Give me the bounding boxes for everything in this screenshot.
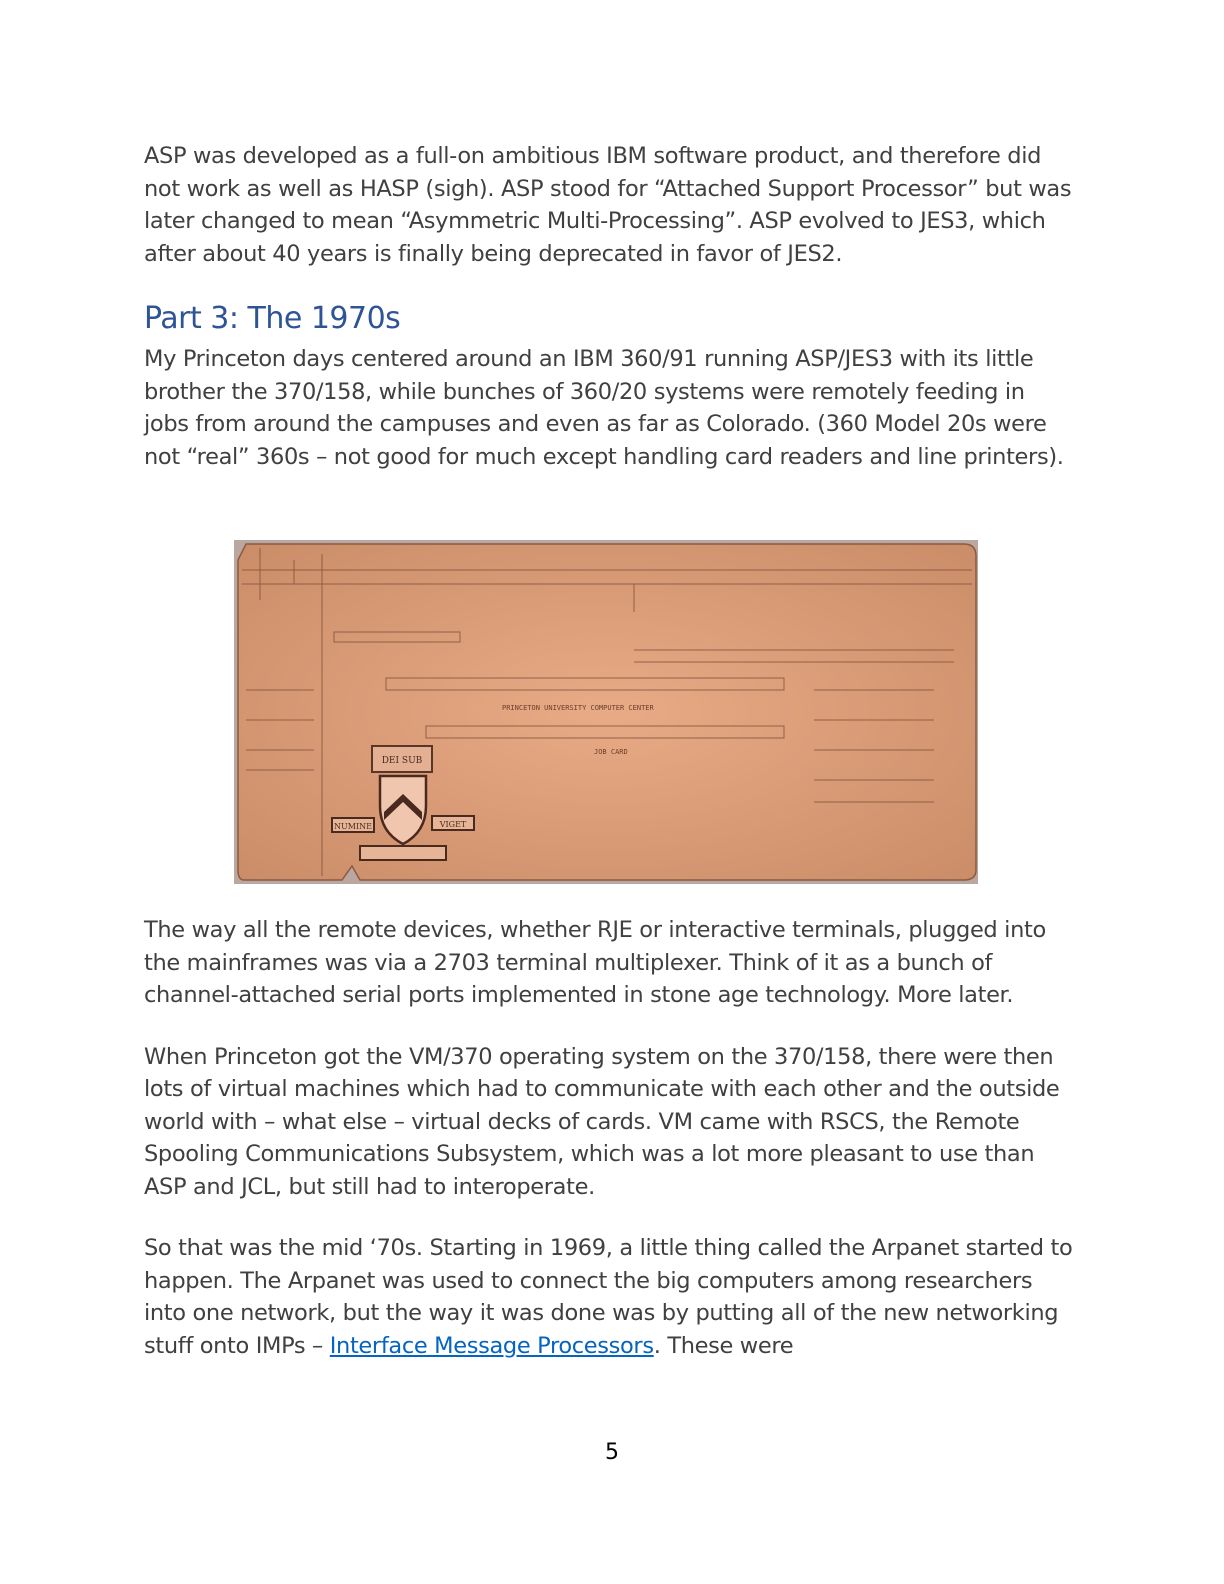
seal-right-text: VIGET [439,820,467,829]
seal-top-text: DEI SUB [381,756,423,766]
seal-left-text: NUMINE [334,822,372,831]
paragraph-vm370: When Princeton got the VM/370 operating system on the 370/158, there were then lots of virtual machines which had to communicate with each other and the outside world with – what else – virtual decks of cards. VM came with RSCS, the Remote Spooling Communications Subsystem, which was a lot more pleasant to use than ASP and JCL, but still had to interoperate. [144,1043,1060,1200]
interface-message-processors-link[interactable]: Interface Message Processors [329,1332,654,1359]
paragraph-arpanet [144,1232,1074,1362]
card-title: PRINCETON UNIVERSITY COMPUTER CENTER [502,704,654,712]
job-card-image [234,540,978,884]
card-subtitle: JOB CARD [594,748,628,756]
section-heading: Part 3: The 1970s [144,301,401,336]
arpanet-text-start: So that was the mid ‘70s. Starting in 1969, a little thing called the Arpanet started to happen. The Arpanet was used to connect the big computers among researchers into one network, but the way it was done was by putting all of the new networking stuff onto IMPs – [144,1235,1073,1359]
paragraph-princeton: My Princeton days centered around an IBM 360/91 running ASP/JES3 with its little brother the 370/158, while bunches of 360/20 systems were remotely feeding in jobs from around the campuses and even as far as Colorado. (360 Model 20s were not “real” 360s – not good for much except handling card readers and line printers). [144,346,1064,470]
paragraph-remote-devices: The way all the remote devices, whether RJE or interactive terminals, plugged into the mainframes was via a 2703 terminal multiplexer. Think of it as a bunch of channel-attached serial ports implemented in stone age technology. More later. [144,917,1046,1008]
page-number: 5 [605,1440,619,1465]
arpanet-text-end: . These were [653,1332,794,1359]
paragraph-asp: ASP was developed as a full-on ambitious IBM software product, and therefore did not work as well as HASP (sigh). ASP stood for “Attached Support Processor” but was later changed to mean “Asymmetric Multi-Processing”. ASP evolved to JES3, which after about 40 years is finally being deprecated in favor of JES2. [144,143,1072,267]
document-page [144,140,1074,473]
document-body-lower [144,914,1074,1362]
